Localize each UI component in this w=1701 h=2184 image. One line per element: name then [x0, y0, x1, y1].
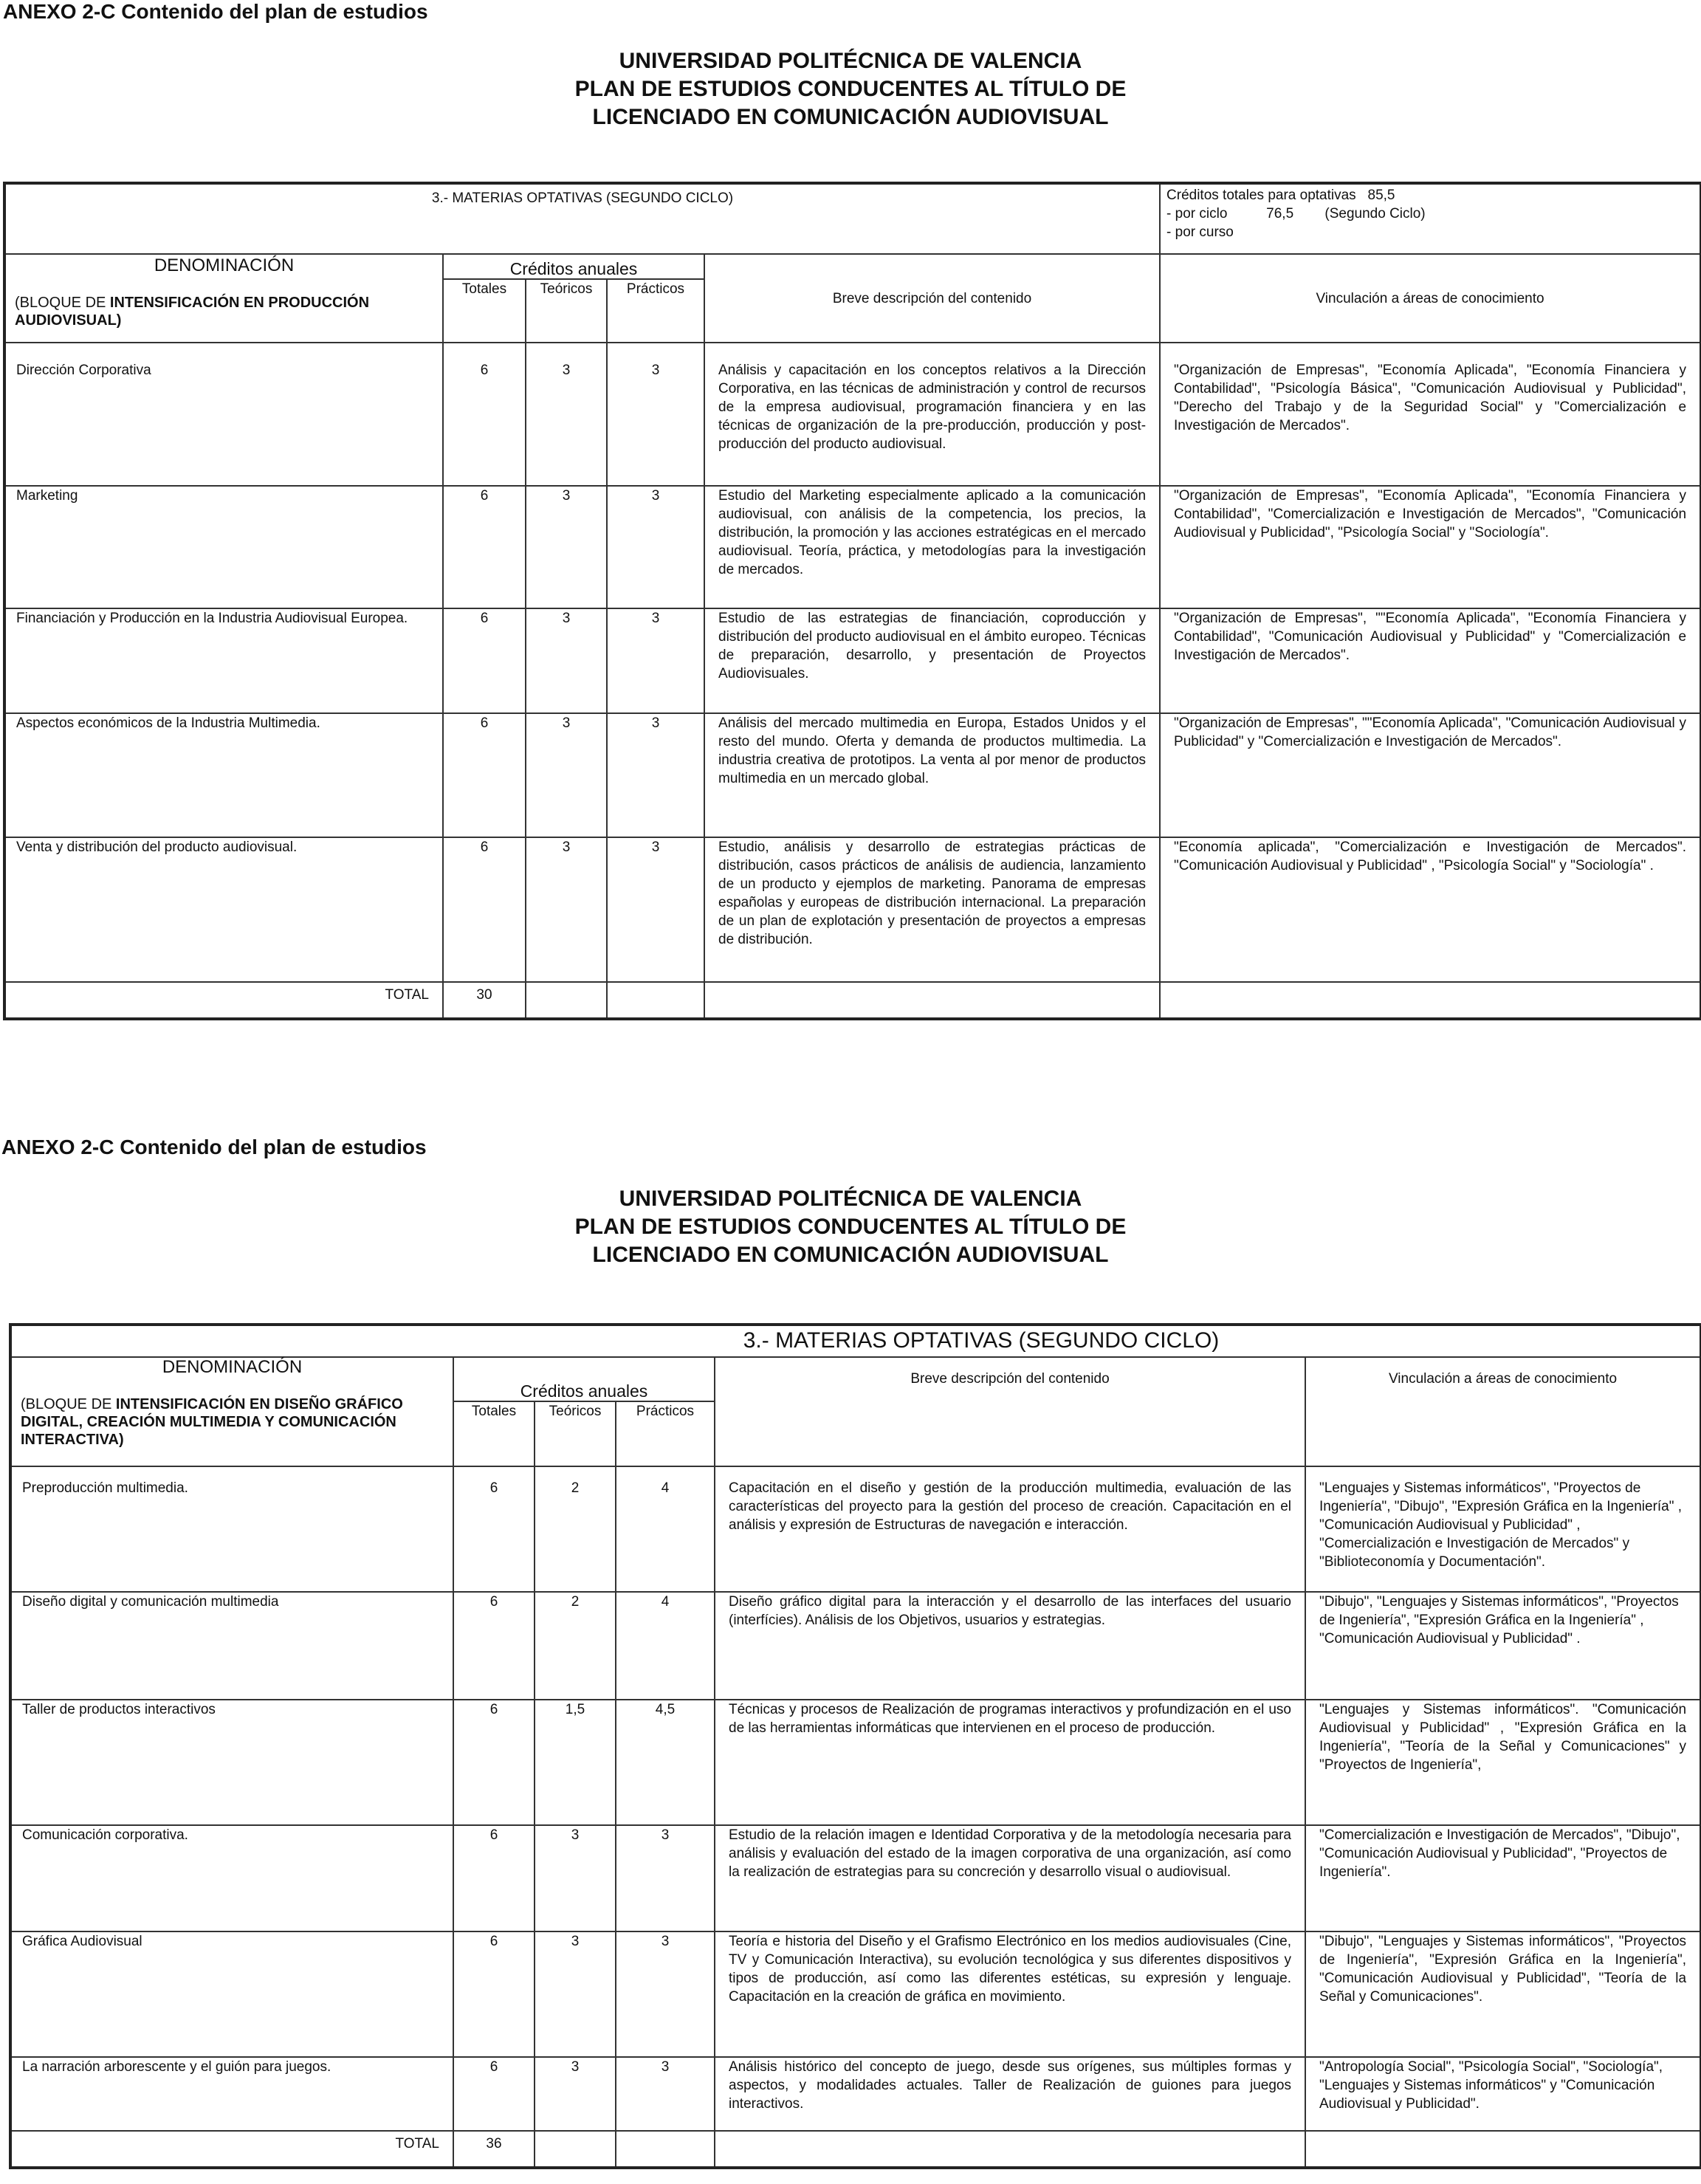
- subject-description: Estudio de las estrategias de financiación, coproducción y distribución del producto audiovisual en el ámbito europeo. Técnicas de preparación, desarrollo, y presentación de Proyectos Audiovisuales.: [704, 608, 1160, 713]
- subject-areas: "Antropología Social", "Psicología Social", "Sociología", "Lenguajes y Sistemas informáticos" y "Comunicación Audiovisual y Publicidad".: [1305, 2057, 1701, 2131]
- subject-description: Análisis del mercado multimedia en Europa, Estados Unidos y el resto del mundo. Oferta y demanda de productos multimedia. La industria creativa de prototipos. La venta al por menor de productos multimedia en un mercado global.: [704, 713, 1160, 837]
- university-header: [0, 47, 1701, 131]
- subject-description: Capacitación en el diseño y gestión de la producción multimedia, evaluación de las características del proyecto para la gestión del proceso de creación. Capacitación en el análisis y expresión de Estructuras de navegación e interacción.: [715, 1466, 1305, 1592]
- credits-teoricos: 3: [526, 343, 607, 486]
- table-row: [10, 1466, 1701, 1592]
- credits-teoricos: 3: [526, 608, 607, 713]
- subject-description: Diseño gráfico digital para la interacción y el desarrollo de las interfaces del usuario (interfícies). Análisis de los Objetivos, usuarios y estrategias.: [715, 1592, 1305, 1700]
- optativas-table-1: [3, 182, 1701, 1020]
- totales-header: Totales: [443, 279, 526, 343]
- denominacion-header: [4, 254, 443, 343]
- vinculacion-header: Vinculación a áreas de conocimiento: [1305, 1357, 1701, 1466]
- table-row: [4, 713, 1701, 837]
- table-row: [4, 486, 1701, 608]
- credits-practicos: 4: [616, 1466, 715, 1592]
- total-row: [4, 982, 1701, 1019]
- credits-totales: 6: [443, 713, 526, 837]
- section-title: 3.- MATERIAS OPTATIVAS (SEGUNDO CICLO): [4, 183, 1160, 254]
- table-row: [4, 608, 1701, 713]
- total-label: TOTAL: [4, 982, 443, 1019]
- subject-areas: "Comercialización e Investigación de Mercados", "Dibujo", "Comunicación Audiovisual y Publicidad", "Proyectos de Ingeniería".: [1305, 1825, 1701, 1931]
- practicos-header: Prácticos: [616, 1401, 715, 1466]
- bloque-name: INTENSIFICACIÓN EN PRODUCCIÓN AUDIOVISUAL): [15, 295, 370, 329]
- subject-areas: "Lenguajes y Sistemas informáticos", "Proyectos de Ingeniería", "Dibujo", "Expresión Gráfica en la Ingeniería" , "Comunicación Audiovisual y Publicidad" , "Comercialización e Investigación de Mercados" y "Biblioteconomía y Documentación".: [1305, 1466, 1701, 1592]
- subject-name: Financiación y Producción en la Industria Audiovisual Europea.: [4, 608, 443, 713]
- subject-description: Estudio, análisis y desarrollo de estrategias prácticas de distribución, casos prácticos de análisis de audiencia, lanzamiento de un producto y ejemplos de marketing. Panorama de empresas españolas y europeas de distribución internacional. La preparación de un plan de explotación y presentación de proyectos a empresas de distribución.: [704, 837, 1160, 982]
- subject-name: Dirección Corporativa: [4, 343, 443, 486]
- university-header: [0, 1185, 1701, 1269]
- subject-description: Estudio del Marketing especialmente aplicado a la comunicación audiovisual, con análisis de la competencia, los precios, la distribución, la promoción y las acciones estratégicas en el mercado audiovisual. Teoría, práctica, y metodologías para la investigación de mercados.: [704, 486, 1160, 608]
- subject-name: Taller de productos interactivos: [10, 1700, 453, 1825]
- subject-areas: "Organización de Empresas", "Economía Aplicada", "Economía Financiera y Contabilidad", "Comercialización e Investigación de Mercados", "Comunicación Audiovisual y Publicidad", "Psicología Social" y "Sociología".: [1160, 486, 1701, 608]
- subject-name: Aspectos económicos de la Industria Multimedia.: [4, 713, 443, 837]
- credits-totales: 6: [443, 486, 526, 608]
- empty-cell: [607, 982, 704, 1019]
- empty-cell: [715, 2131, 1305, 2168]
- credits-teoricos: 3: [526, 713, 607, 837]
- empty-cell: [704, 982, 1160, 1019]
- credits-practicos: 3: [607, 486, 704, 608]
- total-label: TOTAL: [10, 2131, 453, 2168]
- credits-teoricos: 3: [535, 1931, 616, 2057]
- subject-areas: "Organización de Empresas", ""Economía Aplicada", "Comunicación Audiovisual y Publicidad" y "Comercialización e Investigación de Mercados".: [1160, 713, 1701, 837]
- credits-practicos: 3: [616, 1931, 715, 2057]
- subject-name: Comunicación corporativa.: [10, 1825, 453, 1931]
- credits-teoricos: 2: [535, 1466, 616, 1592]
- subject-areas: "Organización de Empresas", ""Economía Aplicada", "Economía Financiera y Contabilidad", "Comunicación Audiovisual y Publicidad" y "Comercialización e Investigación de Mercados".: [1160, 608, 1701, 713]
- header-line: LICENCIADO EN COMUNICACIÓN AUDIOVISUAL: [592, 1243, 1109, 1267]
- denominacion-label: DENOMINACIÓN: [154, 255, 295, 275]
- total-row: [10, 2131, 1701, 2168]
- credits-total: Créditos totales para optativas 85,5: [1166, 188, 1395, 203]
- credits-totales: 6: [453, 2057, 535, 2131]
- credits-box: [1160, 183, 1701, 254]
- credits-teoricos: 1,5: [535, 1700, 616, 1825]
- credits-totales: 6: [453, 1931, 535, 2057]
- bloque-label: [12, 1376, 453, 1449]
- empty-cell: [616, 2131, 715, 2168]
- subject-name: Marketing: [4, 486, 443, 608]
- total-value: 30: [443, 982, 526, 1019]
- credits-totales: 6: [453, 1466, 535, 1592]
- header-line: UNIVERSIDAD POLITÉCNICA DE VALENCIA: [619, 1187, 1082, 1211]
- header-line: PLAN DE ESTUDIOS CONDUCENTES AL TÍTULO DE: [574, 77, 1127, 101]
- credits-totales: 6: [443, 608, 526, 713]
- header-line: PLAN DE ESTUDIOS CONDUCENTES AL TÍTULO DE: [574, 1215, 1127, 1239]
- subject-name: Diseño digital y comunicación multimedia: [10, 1592, 453, 1700]
- empty-cell: [1160, 982, 1701, 1019]
- empty-cell: [535, 2131, 616, 2168]
- subject-areas: "Organización de Empresas", "Economía Aplicada", "Economía Financiera y Contabilidad", "Psicología Básica", "Comunicación Audiovisual y Publicidad", "Derecho del Trabajo y de la Seguridad Social" y "Comercialización e Investigación de Mercados".: [1160, 343, 1701, 486]
- subject-name: Preproducción multimedia.: [10, 1466, 453, 1592]
- subject-description: Estudio de la relación imagen e Identidad Corporativa y de la metodología necesaria para análisis y evaluación del estado de la imagen corporativa de una organización, así como la realización de estrategias para su concreción y desarrollo visual o audiovisual.: [715, 1825, 1305, 1931]
- creditos-anuales-header: Créditos anuales: [453, 1357, 715, 1401]
- subject-description: Teoría e historia del Diseño y el Grafismo Electrónico en los medios audiovisuales (Cine, TV y Comunicación Interactiva), su evolución tecnológica y sus diferentes dispositivos y tipos de producción, así como las diferentes estéticas, su expresión y lenguaje. Capacitación en la creación de gráfica en movimiento.: [715, 1931, 1305, 2057]
- credits-practicos: 3: [607, 608, 704, 713]
- credits-teoricos: 3: [526, 837, 607, 982]
- denominacion-label: DENOMINACIÓN: [162, 1357, 303, 1377]
- credits-practicos: 4,5: [616, 1700, 715, 1825]
- teoricos-header: Teóricos: [535, 1401, 616, 1466]
- subject-areas: "Lenguajes y Sistemas informáticos". "Comunicación Audiovisual y Publicidad" , "Expresión Gráfica en la Ingeniería", "Teoría de la Señal y Comunicaciones" y "Proyectos de Ingeniería",: [1305, 1700, 1701, 1825]
- subject-description: Análisis y capacitación en los conceptos relativos a la Dirección Corporativa, en las técnicas de administración y control de recursos de la empresa audiovisual, programación financiera y en las técnicas de organización de la pre-producción, producción y post-producción del producto audiovisual.: [704, 343, 1160, 486]
- practicos-header: Prácticos: [607, 279, 704, 343]
- table-row: [4, 837, 1701, 982]
- table-row: [10, 2057, 1701, 2131]
- table-row: [10, 1592, 1701, 1700]
- table-row: [10, 1700, 1701, 1825]
- header-line: UNIVERSIDAD POLITÉCNICA DE VALENCIA: [619, 49, 1082, 73]
- bloque-prefix: (BLOQUE DE: [15, 295, 110, 311]
- credits-teoricos: 2: [535, 1592, 616, 1700]
- subject-name: Gráfica Audiovisual: [10, 1931, 453, 2057]
- credits-practicos: 3: [607, 343, 704, 486]
- subject-name: Venta y distribución del producto audiovisual.: [4, 837, 443, 982]
- credits-practicos: 3: [616, 1825, 715, 1931]
- credits-teoricos: 3: [526, 486, 607, 608]
- credits-practicos: 3: [607, 837, 704, 982]
- bloque-prefix: (BLOQUE DE: [21, 1396, 116, 1412]
- credits-totales: 6: [443, 343, 526, 486]
- table-row: [10, 1931, 1701, 2057]
- vinculacion-header: Vinculación a áreas de conocimiento: [1160, 254, 1701, 343]
- credits-curso: - por curso: [1166, 224, 1234, 240]
- subject-areas: "Economía aplicada", "Comercialización e Investigación de Mercados". "Comunicación Audiovisual y Publicidad" , "Psicología Social" y "Sociología" .: [1160, 837, 1701, 982]
- credits-totales: 6: [453, 1592, 535, 1700]
- teoricos-header: Teóricos: [526, 279, 607, 343]
- credits-practicos: 3: [607, 713, 704, 837]
- creditos-anuales-header: Créditos anuales: [443, 254, 704, 279]
- annex-title: ANEXO 2-C Contenido del plan de estudios: [3, 0, 428, 23]
- credits-practicos: 4: [616, 1592, 715, 1700]
- table-row: [4, 343, 1701, 486]
- credits-totales: 6: [443, 837, 526, 982]
- header-line: LICENCIADO EN COMUNICACIÓN AUDIOVISUAL: [592, 105, 1109, 129]
- credits-teoricos: 3: [535, 1825, 616, 1931]
- subject-areas: "Dibujo", "Lenguajes y Sistemas informáticos", "Proyectos de Ingeniería", "Expresión Gráfica en la Ingeniería" , "Comunicación Audiovisual y Publicidad" .: [1305, 1592, 1701, 1700]
- credits-ciclo: - por ciclo 76,5 (Segundo Ciclo): [1166, 206, 1426, 222]
- totales-header: Totales: [453, 1401, 535, 1466]
- empty-cell: [526, 982, 607, 1019]
- descripcion-header: Breve descripción del contenido: [715, 1357, 1305, 1466]
- credits-totales: 6: [453, 1825, 535, 1931]
- descripcion-header: Breve descripción del contenido: [704, 254, 1160, 343]
- subject-name: La narración arborescente y el guión para juegos.: [10, 2057, 453, 2131]
- bloque-name: INTENSIFICACIÓN EN DISEÑO GRÁFICO DIGITAL, CREACIÓN MULTIMEDIA Y COMUNICACIÓN INTERACTIVA): [21, 1396, 403, 1448]
- annex-title: ANEXO 2-C Contenido del plan de estudios: [1, 1136, 427, 1158]
- bloque-label: [6, 275, 442, 329]
- subject-description: Análisis histórico del concepto de juego, desde sus orígenes, sus múltiples formas y aspectos, y modalidades actuales. Taller de Realización de guiones para juegos interactivos.: [715, 2057, 1305, 2131]
- table-row: [10, 1825, 1701, 1931]
- credits-teoricos: 3: [535, 2057, 616, 2131]
- credits-practicos: 3: [616, 2057, 715, 2131]
- empty-cell: [1305, 2131, 1701, 2168]
- subject-areas: "Dibujo", "Lenguajes y Sistemas informáticos", "Proyectos de Ingeniería", "Expresión Gráfica en la Ingeniería", "Comunicación Audiovisual y Publicidad", "Teoría de la Señal y Comunicaciones".: [1305, 1931, 1701, 2057]
- denominacion-header: [10, 1357, 453, 1466]
- subject-description: Técnicas y procesos de Realización de programas interactivos y profundización en el uso de las herramientas informáticas que intervienen en el proceso de producción.: [715, 1700, 1305, 1825]
- credits-totales: 6: [453, 1700, 535, 1825]
- section-title: 3.- MATERIAS OPTATIVAS (SEGUNDO CICLO): [10, 1325, 1701, 1357]
- optativas-table-2: [9, 1323, 1701, 2169]
- total-value: 36: [453, 2131, 535, 2168]
